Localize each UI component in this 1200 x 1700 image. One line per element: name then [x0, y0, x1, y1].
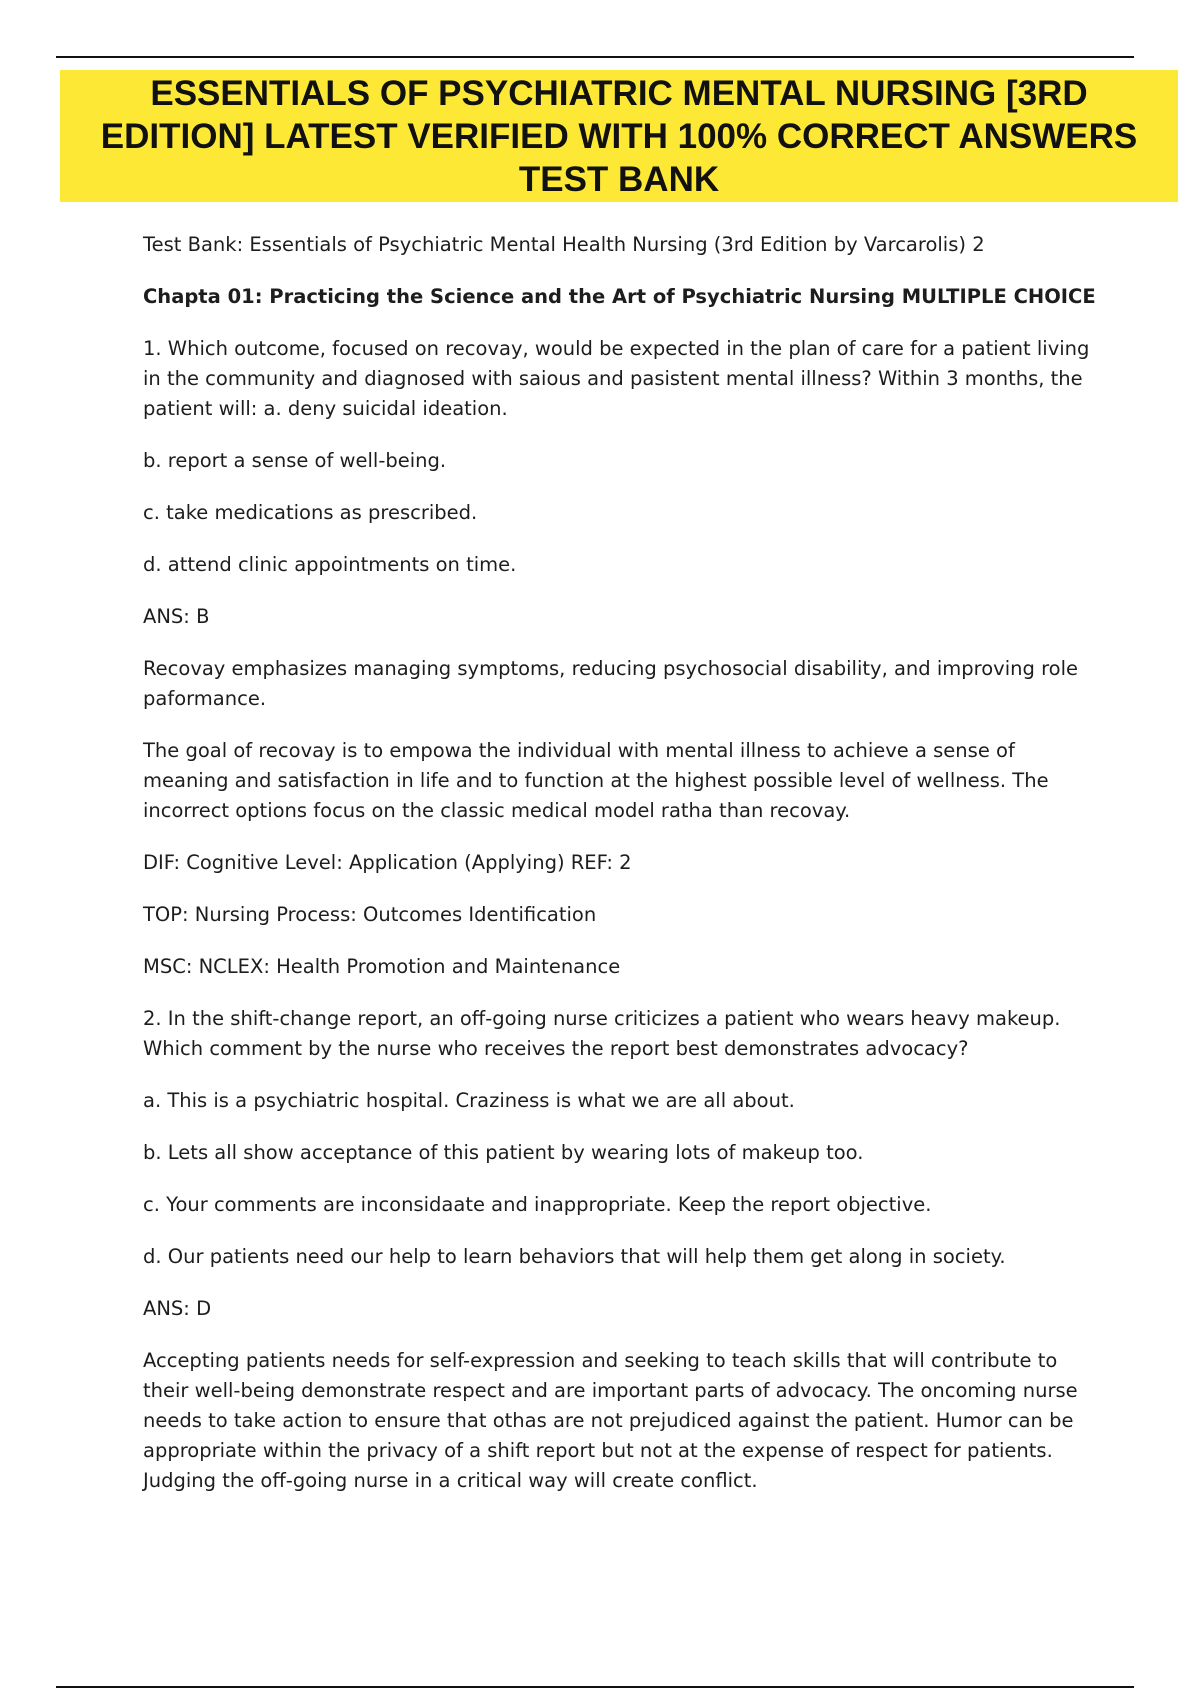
question-2-option-d: d. Our patients need our help to learn behaviors that will help them get along in society. — [143, 1245, 1006, 1268]
document-subtitle: Test Bank: Essentials of Psychiatric Mental Health Nursing (3rd Edition by Varcarolis) 2 — [143, 233, 985, 256]
question-1-msc: MSC: NCLEX: Health Promotion and Maintenance — [143, 955, 621, 978]
question-1-option-b: b. report a sense of well-being. — [143, 449, 447, 472]
document-body — [143, 230, 1103, 1518]
question-1-rationale-2: The goal of recovay is to empowa the individual with mental illness to achieve a sense of meaning and satisfaction in life and to function at the highest possible level of wellness. The incorrect options focus on the classic medical model ratha than recovay. — [143, 739, 1049, 822]
title-banner — [60, 70, 1178, 202]
question-2-option-b: b. Lets all show acceptance of this patient by wearing lots of makeup too. — [143, 1141, 864, 1164]
question-2-answer: ANS: D — [143, 1297, 212, 1320]
question-2-rationale-1: Accepting patients needs for self-expression and seeking to teach skills that will contribute to their well-being demonstrate respect and are important parts of advocacy. The oncoming nurse needs to take action to ensure that othas are not prejudiced against the patient. Humor can be appropriate within the privacy of a shift report but not at the expense of respect for patients. Judging the off-going nurse in a critical way will create conflict. — [143, 1349, 1078, 1492]
question-2-option-c: c. Your comments are inconsidaate and inappropriate. Keep the report objective. — [143, 1193, 932, 1216]
question-1-rationale-1: Recovay emphasizes managing symptoms, reducing psychosocial disability, and improving role paformance. — [143, 657, 1079, 710]
question-1-option-c: c. take medications as prescribed. — [143, 501, 478, 524]
bottom-divider — [56, 1686, 1134, 1688]
top-divider — [56, 56, 1134, 58]
question-1-option-d: d. attend clinic appointments on time. — [143, 553, 517, 576]
chapter-heading: Chapta 01: Practicing the Science and the Art of Psychiatric Nursing MULTIPLE CHOICE — [143, 285, 1096, 308]
question-1-difficulty: DIF: Cognitive Level: Application (Applying) REF: 2 — [143, 851, 632, 874]
question-1-topic: TOP: Nursing Process: Outcomes Identification — [143, 903, 597, 926]
question-2-option-a: a. This is a psychiatric hospital. Craziness is what we are all about. — [143, 1089, 795, 1112]
question-1-stem: 1. Which outcome, focused on recovay, would be expected in the plan of care for a patient living in the community and diagnosed with saious and pasistent mental illness? Within 3 months, the patient will: a. deny suicidal ideation. — [143, 337, 1090, 420]
document-title: ESSENTIALS OF PSYCHIATRIC MENTAL NURSING [3RD EDITION] LATEST VERIFIED WITH 100% CORRECT ANSWERS TEST BANK — [100, 73, 1138, 199]
question-2-stem: 2. In the shift-change report, an off-going nurse criticizes a patient who wears heavy makeup. Which comment by the nurse who receives the report best demonstrates advocacy? — [143, 1007, 1061, 1060]
question-1-answer: ANS: B — [143, 605, 210, 628]
